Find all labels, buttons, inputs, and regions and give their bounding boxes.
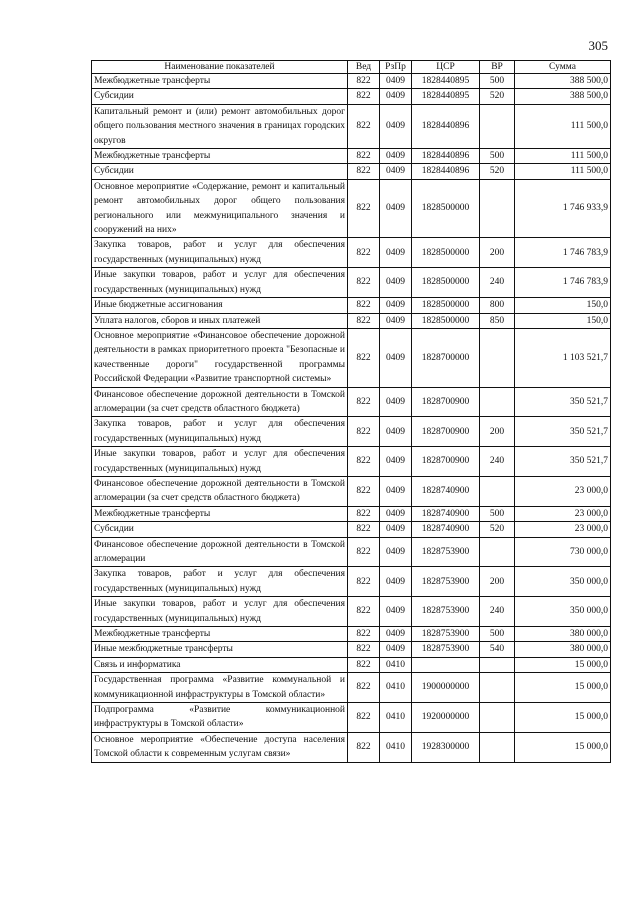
column-header-name: Наименование показателей	[92, 61, 348, 74]
table-row	[92, 89, 611, 104]
sum-cell: 380 000,0	[515, 642, 611, 657]
rzpr-cell: 0410	[380, 703, 412, 733]
rzpr-cell: 0409	[380, 298, 412, 313]
rzpr-cell: 0410	[380, 673, 412, 703]
sum-cell: 23 000,0	[515, 506, 611, 521]
name-cell: Межбюджетные трансферты	[92, 627, 348, 642]
ved-cell: 822	[348, 89, 380, 104]
rzpr-cell: 0409	[380, 417, 412, 447]
csr-cell: 1828740900	[412, 506, 480, 521]
ved-cell: 822	[348, 164, 380, 179]
ved-cell: 822	[348, 179, 380, 238]
rzpr-cell: 0409	[380, 476, 412, 506]
vr-cell	[480, 328, 515, 387]
csr-cell: 1828700000	[412, 328, 480, 387]
table-row	[92, 642, 611, 657]
ved-cell: 822	[348, 522, 380, 537]
column-header-vr: ВР	[480, 61, 515, 74]
sum-cell: 350 000,0	[515, 567, 611, 597]
name-cell: Иные закупки товаров, работ и услуг для обеспечения государственных (муниципальных) нужд	[92, 447, 348, 477]
name-cell: Межбюджетные трансферты	[92, 74, 348, 89]
table-row	[92, 149, 611, 164]
sum-cell: 350 521,7	[515, 387, 611, 417]
ved-cell: 822	[348, 313, 380, 328]
rzpr-cell: 0409	[380, 328, 412, 387]
rzpr-cell: 0409	[380, 597, 412, 627]
ved-cell: 822	[348, 417, 380, 447]
ved-cell: 822	[348, 104, 380, 148]
vr-cell: 540	[480, 642, 515, 657]
vr-cell: 850	[480, 313, 515, 328]
rzpr-cell: 0409	[380, 164, 412, 179]
ved-cell: 822	[348, 537, 380, 567]
name-cell: Субсидии	[92, 89, 348, 104]
name-cell: Основное мероприятие «Обеспечение доступа населения Томской области к современным услугам связи»	[92, 732, 348, 762]
csr-cell: 1920000000	[412, 703, 480, 733]
vr-cell	[480, 179, 515, 238]
vr-cell: 200	[480, 567, 515, 597]
sum-cell: 111 500,0	[515, 149, 611, 164]
rzpr-cell: 0410	[380, 732, 412, 762]
sum-cell: 150,0	[515, 298, 611, 313]
name-cell: Закупка товаров, работ и услуг для обеспечения государственных (муниципальных) нужд	[92, 238, 348, 268]
ved-cell: 822	[348, 673, 380, 703]
vr-cell: 200	[480, 417, 515, 447]
page-number: 305	[588, 38, 608, 53]
sum-cell: 388 500,0	[515, 74, 611, 89]
sum-cell: 1 746 783,9	[515, 268, 611, 298]
vr-cell: 500	[480, 149, 515, 164]
table-body	[92, 74, 611, 763]
name-cell: Закупка товаров, работ и услуг для обеспечения государственных (муниципальных) нужд	[92, 567, 348, 597]
name-cell: Межбюджетные трансферты	[92, 149, 348, 164]
rzpr-cell: 0409	[380, 387, 412, 417]
vr-cell: 200	[480, 238, 515, 268]
csr-cell: 1828440895	[412, 74, 480, 89]
table-row	[92, 732, 611, 762]
ved-cell: 822	[348, 506, 380, 521]
sum-cell: 1 103 521,7	[515, 328, 611, 387]
sum-cell: 350 521,7	[515, 447, 611, 477]
name-cell: Закупка товаров, работ и услуг для обеспечения государственных (муниципальных) нужд	[92, 417, 348, 447]
vr-cell	[480, 104, 515, 148]
sum-cell: 15 000,0	[515, 703, 611, 733]
rzpr-cell: 0409	[380, 627, 412, 642]
vr-cell: 500	[480, 74, 515, 89]
table-row	[92, 627, 611, 642]
csr-cell: 1828500000	[412, 298, 480, 313]
ved-cell: 822	[348, 328, 380, 387]
ved-cell: 822	[348, 447, 380, 477]
vr-cell	[480, 537, 515, 567]
sum-cell: 111 500,0	[515, 164, 611, 179]
sum-cell: 1 746 933,9	[515, 179, 611, 238]
vr-cell: 500	[480, 506, 515, 521]
rzpr-cell: 0409	[380, 447, 412, 477]
ved-cell: 822	[348, 627, 380, 642]
sum-cell: 350 000,0	[515, 597, 611, 627]
vr-cell	[480, 657, 515, 672]
csr-cell: 1828440895	[412, 89, 480, 104]
table-row	[92, 597, 611, 627]
sum-cell: 388 500,0	[515, 89, 611, 104]
table-row	[92, 298, 611, 313]
vr-cell: 520	[480, 164, 515, 179]
ved-cell: 822	[348, 476, 380, 506]
table-row	[92, 74, 611, 89]
name-cell: Иные закупки товаров, работ и услуг для обеспечения государственных (муниципальных) нужд	[92, 597, 348, 627]
ved-cell: 822	[348, 703, 380, 733]
csr-cell: 1828500000	[412, 179, 480, 238]
ved-cell: 822	[348, 657, 380, 672]
table-row	[92, 673, 611, 703]
ved-cell: 822	[348, 732, 380, 762]
sum-cell: 15 000,0	[515, 673, 611, 703]
csr-cell: 1828440896	[412, 164, 480, 179]
sum-cell: 730 000,0	[515, 537, 611, 567]
csr-cell: 1828753900	[412, 597, 480, 627]
column-header-csr: ЦСР	[412, 61, 480, 74]
rzpr-cell: 0409	[380, 104, 412, 148]
vr-cell	[480, 476, 515, 506]
rzpr-cell: 0409	[380, 268, 412, 298]
name-cell: Капитальный ремонт и (или) ремонт автомобильных дорог общего пользования местного значения в границах городских округов	[92, 104, 348, 148]
sum-cell: 1 746 783,9	[515, 238, 611, 268]
csr-cell: 1828700900	[412, 417, 480, 447]
column-header-ved: Вед	[348, 61, 380, 74]
table-row	[92, 537, 611, 567]
vr-cell	[480, 732, 515, 762]
table-row	[92, 328, 611, 387]
rzpr-cell: 0409	[380, 89, 412, 104]
table-row	[92, 268, 611, 298]
ved-cell: 822	[348, 567, 380, 597]
table-row	[92, 703, 611, 733]
rzpr-cell: 0409	[380, 537, 412, 567]
sum-cell: 15 000,0	[515, 732, 611, 762]
table-header-row	[92, 61, 611, 74]
csr-cell: 1828700900	[412, 447, 480, 477]
rzpr-cell: 0409	[380, 642, 412, 657]
sum-cell: 111 500,0	[515, 104, 611, 148]
vr-cell: 240	[480, 597, 515, 627]
csr-cell: 1828740900	[412, 522, 480, 537]
name-cell: Субсидии	[92, 522, 348, 537]
sum-cell: 23 000,0	[515, 522, 611, 537]
name-cell: Финансовое обеспечение дорожной деятельности в Томской агломерации (за счет средств областного бюджета)	[92, 476, 348, 506]
rzpr-cell: 0409	[380, 567, 412, 597]
table-row	[92, 179, 611, 238]
vr-cell: 520	[480, 89, 515, 104]
table-row	[92, 506, 611, 521]
name-cell: Связь и информатика	[92, 657, 348, 672]
vr-cell: 520	[480, 522, 515, 537]
ved-cell: 822	[348, 238, 380, 268]
table-row	[92, 313, 611, 328]
name-cell: Иные межбюджетные трансферты	[92, 642, 348, 657]
csr-cell: 1828500000	[412, 238, 480, 268]
vr-cell	[480, 387, 515, 417]
rzpr-cell: 0409	[380, 313, 412, 328]
ved-cell: 822	[348, 74, 380, 89]
rzpr-cell: 0410	[380, 657, 412, 672]
table-row	[92, 104, 611, 148]
csr-cell: 1828700900	[412, 387, 480, 417]
sum-cell: 350 521,7	[515, 417, 611, 447]
table-row	[92, 238, 611, 268]
name-cell: Иные бюджетные ассигнования	[92, 298, 348, 313]
csr-cell: 1828440896	[412, 149, 480, 164]
table-row	[92, 417, 611, 447]
name-cell: Финансовое обеспечение дорожной деятельности в Томской агломерации	[92, 537, 348, 567]
vr-cell	[480, 673, 515, 703]
csr-cell: 1828740900	[412, 476, 480, 506]
name-cell: Иные закупки товаров, работ и услуг для обеспечения государственных (муниципальных) нужд	[92, 268, 348, 298]
rzpr-cell: 0409	[380, 149, 412, 164]
ved-cell: 822	[348, 268, 380, 298]
table-row	[92, 522, 611, 537]
csr-cell: 1828440896	[412, 104, 480, 148]
sum-cell: 15 000,0	[515, 657, 611, 672]
budget-table	[91, 60, 611, 763]
name-cell: Уплата налогов, сборов и иных платежей	[92, 313, 348, 328]
table-row	[92, 567, 611, 597]
sum-cell: 150,0	[515, 313, 611, 328]
vr-cell: 240	[480, 447, 515, 477]
ved-cell: 822	[348, 597, 380, 627]
csr-cell: 1900000000	[412, 673, 480, 703]
ved-cell: 822	[348, 642, 380, 657]
vr-cell: 500	[480, 627, 515, 642]
csr-cell	[412, 657, 480, 672]
name-cell: Основное мероприятие «Финансовое обеспечение дорожной деятельности в рамках приоритетного проекта "Безопасные и качественные дороги" государственной программы Российской Федерации «Развитие транспортной системы»	[92, 328, 348, 387]
table-row	[92, 657, 611, 672]
rzpr-cell: 0409	[380, 506, 412, 521]
table-row	[92, 164, 611, 179]
csr-cell: 1828500000	[412, 313, 480, 328]
csr-cell: 1828753900	[412, 537, 480, 567]
csr-cell: 1928300000	[412, 732, 480, 762]
name-cell: Финансовое обеспечение дорожной деятельности в Томской агломерации (за счет средств областного бюджета)	[92, 387, 348, 417]
vr-cell	[480, 703, 515, 733]
ved-cell: 822	[348, 387, 380, 417]
ved-cell: 822	[348, 149, 380, 164]
csr-cell: 1828753900	[412, 642, 480, 657]
rzpr-cell: 0409	[380, 522, 412, 537]
name-cell: Государственная программа «Развитие коммунальной и коммуникационной инфраструктуры в Томской области»	[92, 673, 348, 703]
column-header-sum: Сумма	[515, 61, 611, 74]
table-row	[92, 447, 611, 477]
vr-cell: 240	[480, 268, 515, 298]
vr-cell: 800	[480, 298, 515, 313]
sum-cell: 23 000,0	[515, 476, 611, 506]
name-cell: Подпрограмма «Развитие коммуникационной инфраструктуры в Томской области»	[92, 703, 348, 733]
table-row	[92, 387, 611, 417]
csr-cell: 1828753900	[412, 567, 480, 597]
column-header-rzpr: РзПр	[380, 61, 412, 74]
csr-cell: 1828500000	[412, 268, 480, 298]
ved-cell: 822	[348, 298, 380, 313]
rzpr-cell: 0409	[380, 74, 412, 89]
name-cell: Межбюджетные трансферты	[92, 506, 348, 521]
name-cell: Основное мероприятие «Содержание, ремонт и капитальный ремонт автомобильных дорог общего пользования регионального или межмуниципального значения и сооружений на них»	[92, 179, 348, 238]
csr-cell: 1828753900	[412, 627, 480, 642]
sum-cell: 380 000,0	[515, 627, 611, 642]
rzpr-cell: 0409	[380, 179, 412, 238]
table-row	[92, 476, 611, 506]
name-cell: Субсидии	[92, 164, 348, 179]
rzpr-cell: 0409	[380, 238, 412, 268]
